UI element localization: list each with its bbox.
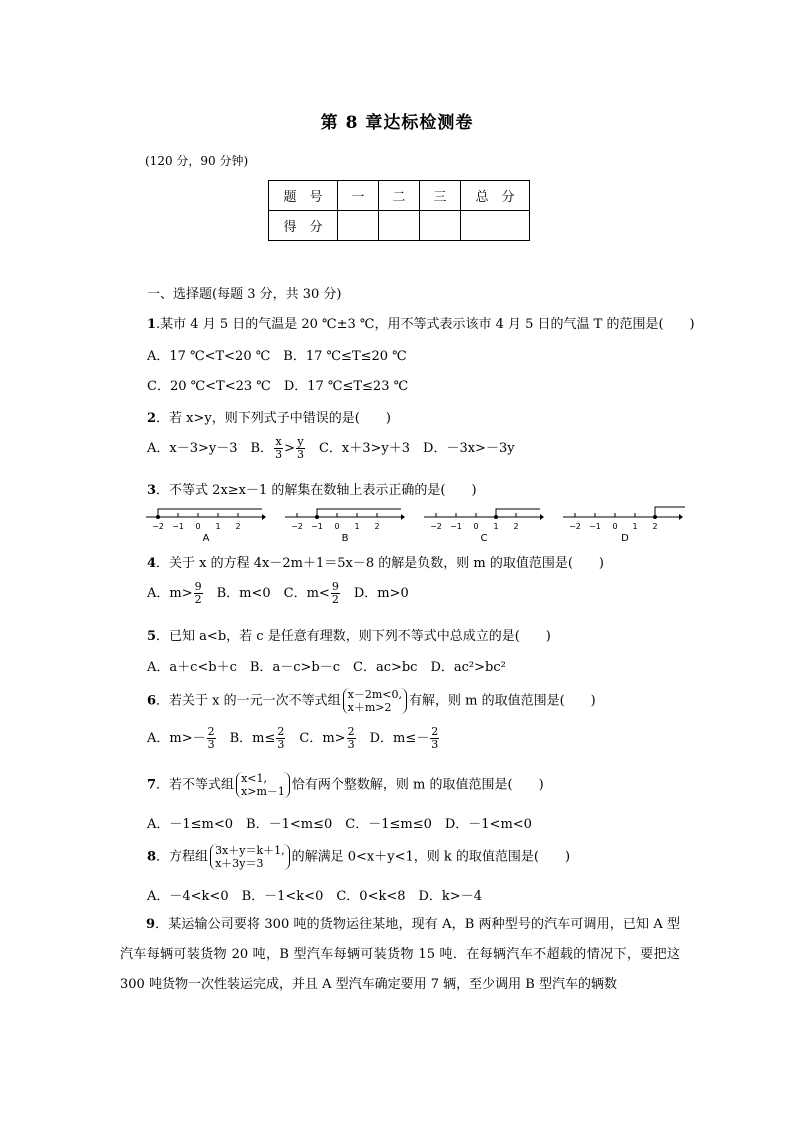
question-4 [147,552,604,571]
score-cell[interactable] [420,211,461,241]
question-8 [147,844,570,870]
question-number: 9 [146,917,156,932]
denominator: 3 [277,738,285,751]
question-number: 3 [147,483,157,498]
tick-label: 2 [652,522,658,531]
score-cell[interactable] [338,211,379,241]
question-text: .某市 4 月 5 日的气温是 20 ℃±3 ℃，用不等式表示该市 4 月 5 日的气温 T 的范围是( ) [156,317,695,332]
score-cell[interactable] [379,211,420,241]
equation-system [210,844,290,870]
tick-label: −2 [291,522,303,531]
system-line: x>m－1 [241,785,285,798]
question-text: ．不等式 2x≥x－1 的解集在数轴上表示正确的是( ) [156,483,477,498]
tick-label: −1 [589,522,601,531]
q1-options-ab: A．17 ℃<T<20 ℃ B．17 ℃≤T≤20 ℃ [147,349,407,364]
fraction [430,726,439,751]
question-2 [147,407,391,426]
score-table [268,180,530,241]
q6-option-a: A．m>－ [147,731,206,746]
q2-options [147,436,515,461]
fraction [274,436,283,461]
question-7 [147,772,544,798]
question-text: ．某运输公司要将 300 吨的货物运往某地，现有 A，B 两种型号的汽车可调用，已知 A 型汽车每辆可装货物 20 吨，B 型汽车每辆可装货物 15 吨．在每辆汽车不超载的情况下，要把这 300 吨货物一次性装运完成，并且 A 型汽车确定要用 7 辆，至少调用 B 型汽车的辆数 [120,917,680,992]
numerator: y [297,435,304,448]
numerator: 9 [194,580,202,593]
numerator: 2 [207,725,215,738]
system-line: x＋m>2 [347,701,392,714]
tick-label: 2 [235,522,241,531]
number-line-c-svg [424,505,544,545]
question-number: 2 [147,411,157,426]
q7-options: A．－1≤m<0 B．－1<m≤0 C．－1≤m≤0 D．－1<m<0 [147,817,532,832]
option-label: C [480,533,488,544]
denominator: 2 [194,593,202,606]
tick-label: 0 [473,522,479,531]
denominator: 3 [275,448,283,461]
tick-label: 1 [354,522,360,531]
question-text: ．已知 a<b，若 c 是任意有理数，则下列不等式中总成立的是( ) [156,629,551,644]
number-line-d-svg [563,505,687,545]
question-text: 的解满足 0<x＋y<1，则 k 的取值范围是( ) [291,849,571,865]
tick-label: 1 [632,522,638,531]
exam-meta: (120 分，90 分钟) [145,154,249,168]
tick-label: −1 [450,522,462,531]
fraction [276,726,285,751]
numerator: 2 [277,725,285,738]
option-label: B [341,533,349,544]
number-line-a [146,505,266,549]
denominator: 3 [347,738,355,751]
numerator: 2 [431,725,439,738]
tick-label: 0 [334,522,340,531]
question-5 [147,625,551,644]
system-line: x<1, [241,772,267,785]
question-number: 1 [147,317,157,332]
q4-options [147,581,409,606]
numerator: x [275,435,282,448]
q6-option-b: B．m≤ [216,731,276,746]
q6-option-d: D．m≤－ [356,731,430,746]
score-row-label: 得 分 [269,211,338,241]
q4-option-a: A．m> [147,586,193,601]
q2-option-cd: C．x＋3>y＋3 D．－3x>－3y [305,441,515,456]
question-1 [147,313,695,332]
fraction [331,581,340,606]
inequality-system [236,772,290,798]
operator: > [284,441,295,456]
denominator: 3 [296,448,304,461]
q8-options: A．－4<k<0 B．－1<k<0 C．0<k<8 D．k>－4 [147,889,482,904]
inequality-system [343,688,407,714]
tick-label: 1 [215,522,221,531]
fraction [207,726,216,751]
question-text: 有解，则 m 的取值范围是( ) [409,693,596,709]
question-text: ．若关于 x 的一元一次不等式组 [156,693,341,709]
question-3 [147,479,477,498]
question-text: ．关于 x 的方程 4x－2m＋1＝5x－8 的解是负数，则 m 的取值范围是( ) [156,556,604,571]
section-heading: 一、选择题(每题 3 分，共 30 分) [147,287,342,302]
question-6 [147,688,596,714]
question-text: ．方程组 [156,849,209,865]
q1-options-cd: C．20 ℃<T<23 ℃ D．17 ℃≤T≤23 ℃ [147,379,409,394]
tick-label: 0 [612,522,618,531]
score-cell[interactable] [461,211,530,241]
score-header-label: 题 号 [269,181,338,211]
number-line-b [285,505,405,549]
question-9 [120,910,680,1000]
number-line-b-svg [285,505,405,545]
denominator: 3 [207,738,215,751]
score-header-total: 总 分 [461,181,530,211]
option-label: A [202,533,210,544]
tick-label: −2 [430,522,442,531]
tick-label: −1 [311,522,323,531]
system-line: x－2m<0, [347,688,403,701]
score-header-1: 一 [338,181,379,211]
numerator: 9 [331,580,339,593]
q4-option-d: D．m>0 [340,586,409,601]
question-number: 4 [147,556,157,571]
q2-option-a: A．x－3>y－3 B． [147,441,274,456]
option-label: D [621,533,629,544]
tick-label: 2 [513,522,519,531]
fraction [296,436,305,461]
score-header-2: 二 [379,181,420,211]
denominator: 2 [331,593,339,606]
q6-option-c: C．m> [286,731,346,746]
tick-label: 0 [195,522,201,531]
system-line: 3x＋y＝k＋1, [215,844,285,857]
numerator: 2 [347,725,355,738]
q4-option-bc: B．m<0 C．m< [203,586,330,601]
tick-label: 2 [374,522,380,531]
question-number: 5 [147,629,157,644]
score-header-3: 三 [420,181,461,211]
system-line: x＋3y＝3 [215,857,264,870]
number-line-d [563,505,687,549]
number-line-a-svg [146,505,266,545]
fraction [194,581,203,606]
tick-label: −2 [569,522,581,531]
question-text: 恰有两个整数解，则 m 的取值范围是( ) [291,777,544,793]
denominator: 3 [431,738,439,751]
question-number: 6 [147,693,157,709]
page-title: 第 8 章达标检测卷 [320,113,474,133]
q6-options [147,726,440,751]
question-text: ．若 x>y，则下列式子中错误的是( ) [156,411,391,426]
tick-label: 1 [493,522,499,531]
tick-label: −2 [152,522,164,531]
tick-label: −1 [172,522,184,531]
fraction [347,726,356,751]
question-text: ．若不等式组 [156,777,235,793]
question-number: 8 [147,849,157,865]
number-line-c [424,505,544,549]
q5-options: A．a＋c<b＋c B．a－c>b－c C．ac>bc D．ac²>bc² [147,660,506,675]
question-number: 7 [147,777,157,793]
